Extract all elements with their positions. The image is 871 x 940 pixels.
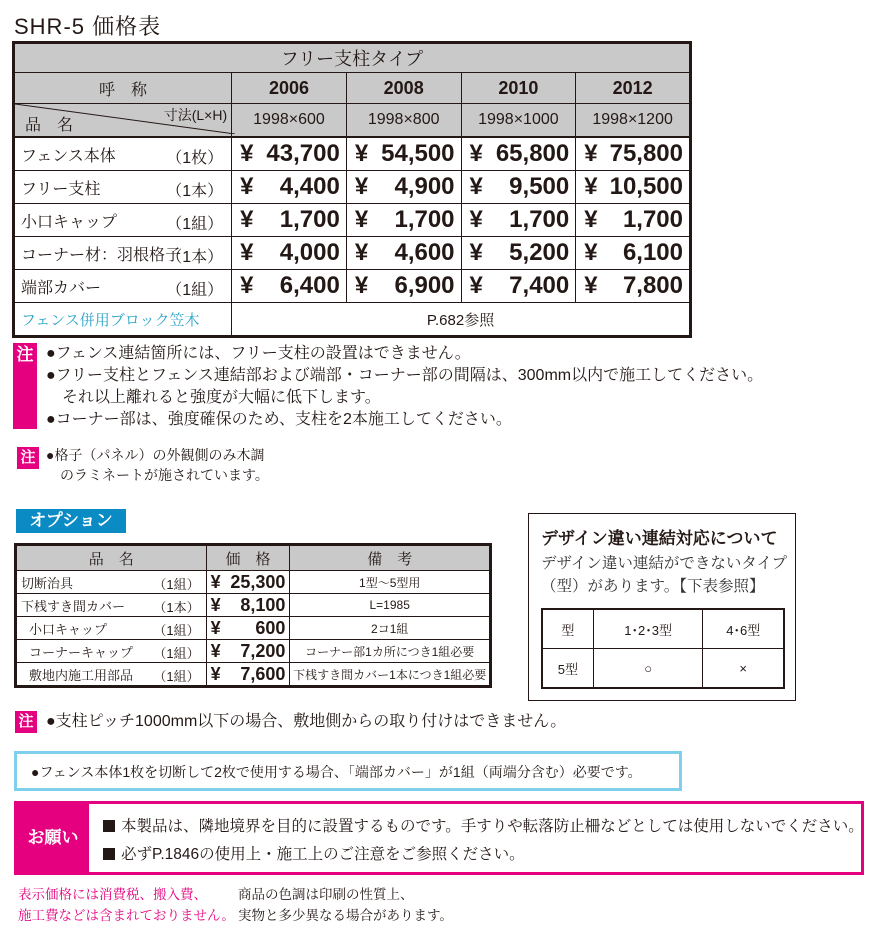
request-text: 必ずP.1846の使用上・施工上のご注意をご参照ください。 [121,846,525,863]
option-qty: （1組） [153,577,200,592]
yen-symbol: ¥ [584,173,598,200]
price-cell [576,270,691,303]
price-cell [461,137,576,171]
price-value: 7,200 [240,640,286,661]
yen-symbol: ¥ [469,272,483,299]
price-value: 1,700 [509,206,570,233]
table-row [16,663,491,687]
request-label: お願い [17,804,89,872]
price-cell [576,204,691,237]
product-name [14,171,232,204]
option-remark: 下桟すき間カバー1本につき1組必要 [290,663,491,687]
yen-symbol: ¥ [469,173,483,200]
compat-cell: 5型 [542,649,593,689]
option-name [16,571,207,594]
yen-symbol: ¥ [584,239,598,266]
note-tag: 注 [17,447,39,469]
price-value: 6,400 [279,272,340,299]
yen-symbol: ¥ [584,206,598,233]
col-header-code: 2006 [232,73,347,104]
price-value: 6,900 [394,272,455,299]
yen-symbol: ¥ [354,173,369,200]
option-remark: コーナー部1カ所につき1組必要 [290,640,491,663]
yen-symbol: ¥ [240,140,254,167]
price-value: 10,500 [609,173,683,200]
yen-symbol: ¥ [240,206,254,233]
price-cell [346,137,461,171]
request-line [103,814,864,836]
yen-symbol: ¥ [354,272,369,299]
option-remark: 2コ1組 [290,617,491,640]
label-hinmei: 品 名 [25,117,74,134]
option-table [14,543,492,688]
option-header: 価 格 [206,545,290,571]
price-value: 5,200 [509,239,570,266]
option-remark: L=1985 [290,594,491,617]
design-description: デザイン違い連結ができないタイプ（型）があります。【下表参照】 [541,555,788,595]
product-name [14,237,232,270]
compat-cell: ○ [593,649,703,689]
yen-symbol: ¥ [469,239,483,266]
product-qty: （1枚） [166,150,224,167]
price-cell [232,237,347,270]
price-value: 6,100 [622,239,683,266]
price-value: 7,800 [622,272,683,299]
option-qty: （1組） [153,623,200,638]
option-remark: 1型～5型用 [290,571,491,594]
price-cell [346,237,461,270]
table-row [14,204,691,237]
option-label: オプション [16,509,126,533]
col-size: 1998×1000 [461,104,576,138]
option-price [206,617,290,640]
col-header-name [14,104,232,138]
yen-symbol: ¥ [584,272,598,299]
request-text: 本製品は、隣地境界を目的に設置するものです。手すりや転落防止柵などとしては使用しないでください。 [121,818,864,835]
product-qty: （1組） [166,216,224,233]
price-cell [461,237,576,270]
yen-symbol: ¥ [210,571,221,592]
price-value: 7,600 [240,663,286,684]
price-cell [461,204,576,237]
design-compat-table [541,608,785,689]
note-tag: 注 [15,711,37,733]
price-value: 9,500 [509,173,570,200]
design-title: デザイン違い連結対応について [541,529,778,548]
price-cell [576,237,691,270]
option-price [206,571,290,594]
option-name-text: コーナーキャップ [29,644,134,660]
note-block-1 [46,343,763,431]
footer-line: 実物と多少異なる場合があります。 [238,908,453,923]
footer-line: 表示価格には消費税、搬入費、 [18,887,207,902]
footer-line: 商品の色調は印刷の性質上、 [238,887,414,902]
price-cell [232,270,347,303]
note-line: ●コーナー部は、強度確保のため、支柱を2本施工してください。 [46,411,512,428]
price-value: 25,300 [230,571,286,592]
yen-symbol: ¥ [584,140,598,167]
price-value: 1,700 [622,206,683,233]
price-cell [232,171,347,204]
option-name-text: 切断治具 [21,575,74,591]
note-block-2 [46,445,269,485]
option-qty: （1組） [153,669,200,684]
table-band-title: フリー支柱タイプ [14,43,691,73]
compat-header: 型 [542,609,593,649]
price-value: 4,900 [394,173,455,200]
option-name [16,663,207,687]
footer-color-note [238,884,453,926]
footer-tax-note [18,884,235,926]
label-sunpo: 寸法(L×H) [163,107,228,123]
price-value: 600 [255,617,286,638]
yen-symbol: ¥ [210,617,221,638]
price-cell [576,171,691,204]
product-name [14,137,232,171]
yen-symbol: ¥ [469,140,483,167]
price-value: 75,800 [609,140,683,167]
yen-symbol: ¥ [240,239,254,266]
table-row [16,617,491,640]
square-bullet-icon [103,820,115,832]
option-price [206,594,290,617]
yen-symbol: ¥ [210,594,221,615]
price-cell [461,270,576,303]
price-cell [346,270,461,303]
price-cell [346,171,461,204]
note-tag: 注 [13,343,37,429]
price-cell [346,204,461,237]
option-price [206,663,290,687]
option-name-text: 敷地内施工用部品 [29,667,134,683]
price-cell [232,137,347,171]
option-price [206,640,290,663]
note-line: ●格子（パネル）の外観側のみ木調 [46,447,265,463]
option-qty: （1本） [153,600,200,615]
compat-header: 1･2･3型 [593,609,703,649]
page-reference: P.682参照 [232,303,691,337]
request-box [14,801,864,875]
table-row [16,640,491,663]
option-header: 品 名 [16,545,207,571]
product-name [14,204,232,237]
col-header-yobi: 呼 称 [14,73,232,104]
note-line: それ以上離れると強度が大幅に低下します。 [46,389,381,406]
table-row [16,594,491,617]
product-name-text: 端部カバー [21,279,102,297]
product-name-text: フェンス本体 [21,147,116,165]
block-kasagi-link[interactable]: フェンス併用ブロック笠木 [14,303,232,337]
price-table [12,41,692,338]
price-value: 1,700 [279,206,340,233]
col-size: 1998×800 [346,104,461,138]
yen-symbol: ¥ [240,272,254,299]
design-compat-box [528,513,796,701]
product-name-text: 小口キャップ [21,213,118,231]
price-value: 4,000 [279,239,340,266]
option-qty: （1組） [153,646,200,661]
price-value: 43,700 [266,140,340,167]
note-line: のラミネートが施されています。 [46,467,269,483]
yen-symbol: ¥ [240,173,254,200]
yen-symbol: ¥ [354,239,369,266]
table-row [14,137,691,171]
table-row [14,270,691,303]
square-bullet-icon [103,848,115,860]
price-value: 4,600 [394,239,455,266]
option-name [16,594,207,617]
col-header-code: 2008 [346,73,461,104]
price-cell [461,171,576,204]
col-size: 1998×1200 [576,104,691,138]
footer-line: 施工費などは含まれておりません。 [18,908,235,923]
price-cell [576,137,691,171]
yen-symbol: ¥ [469,206,483,233]
product-qty: （1組） [166,282,224,299]
price-value: 54,500 [381,140,455,167]
table-row [14,171,691,204]
option-header: 備 考 [290,545,491,571]
option-name-text: 小口キャップ [29,621,108,637]
option-name-text: 下桟すき間カバー [21,598,126,614]
note-line: ●支柱ピッチ1000mm以下の場合、敷地側からの取り付けはできません。 [46,713,567,730]
price-value: 4,400 [279,173,340,200]
table-row [16,571,491,594]
table-row [14,237,691,270]
price-value: 7,400 [509,272,570,299]
yen-symbol: ¥ [354,140,369,167]
price-cell [232,204,347,237]
col-header-code: 2012 [576,73,691,104]
option-name [16,617,207,640]
yen-symbol: ¥ [210,640,221,661]
note-line: ●フリー支柱とフェンス連結部および端部・コーナー部の間隔は、300mm以内で施工してください。 [46,367,764,384]
price-value: 1,700 [394,206,455,233]
compat-cell: × [703,649,784,689]
cutting-note: ●フェンス本体1枚を切断して2枚で使用する場合、「端部カバー」が1組（両端分含む）必要です。 [31,764,642,780]
yen-symbol: ¥ [354,206,369,233]
yen-symbol: ¥ [210,663,221,684]
col-size: 1998×600 [232,104,347,138]
compat-header: 4･6型 [703,609,784,649]
page-title: SHR-5 価格表 [14,14,162,39]
price-value: 8,100 [240,594,286,615]
product-name-text: フリー支柱 [21,180,101,198]
note-line: ●フェンス連結箇所には、フリー支柱の設置はできません。 [46,345,471,362]
product-qty: （1本） [166,183,224,200]
price-value: 65,800 [495,140,570,167]
cutting-note-box [14,751,682,791]
product-qty: （1本） [166,249,224,266]
option-name [16,640,207,663]
request-line [103,842,525,864]
col-header-code: 2010 [461,73,576,104]
product-name [14,270,232,303]
product-name-text: コーナー材：羽根格子 [21,246,182,264]
